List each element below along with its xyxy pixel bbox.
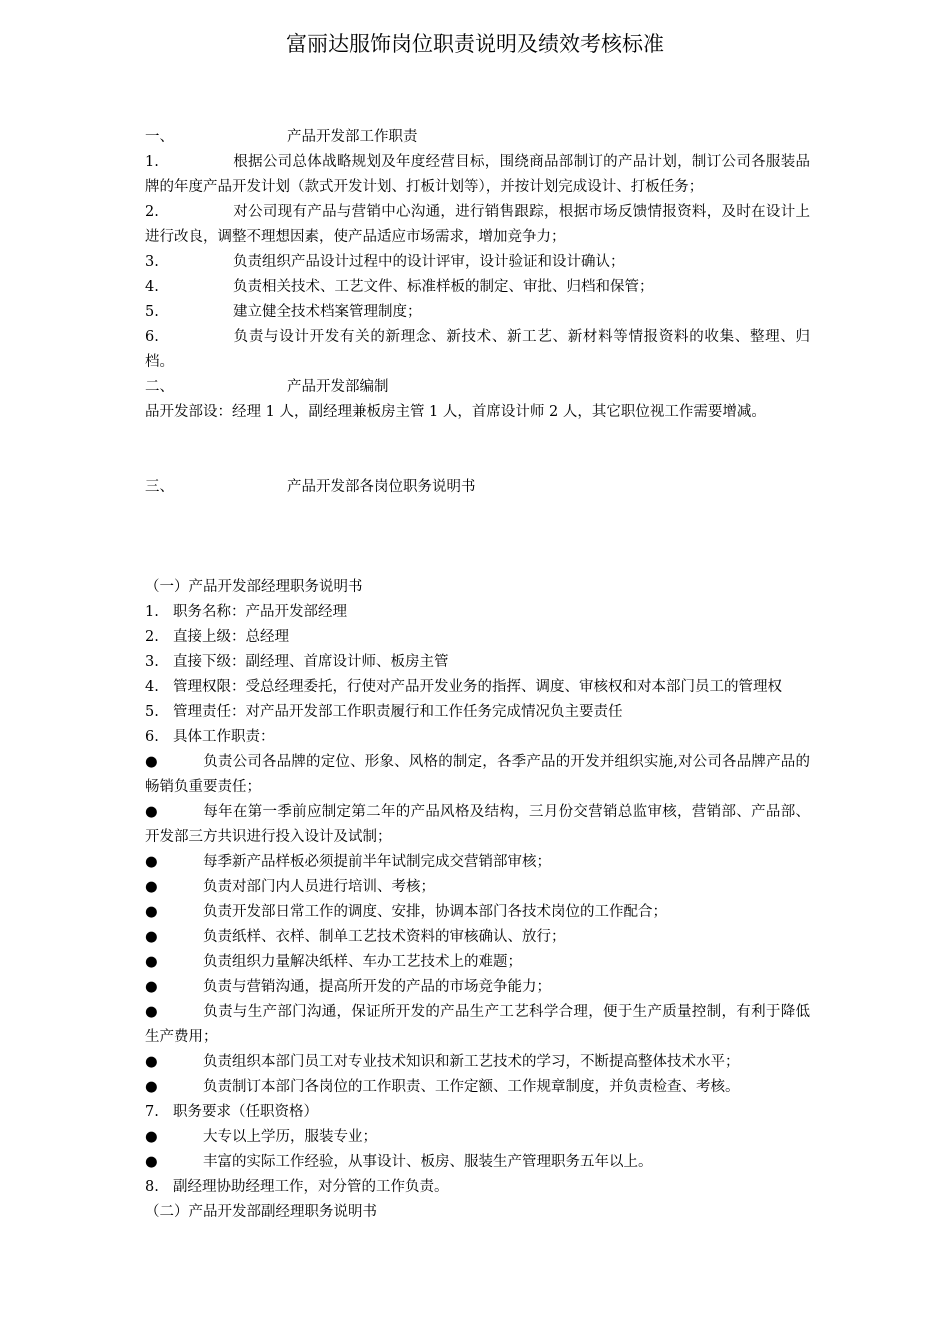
spec-item-2 — [145, 625, 810, 650]
duty-bullet — [145, 850, 810, 875]
spec-item-1 — [145, 600, 810, 625]
section-number: 二、 — [145, 379, 174, 395]
item-text: 根据公司总体战略规划及年度经营目标，围绕商品部制订的产品计划，制订公司各服装品牌的年度产品开发计划（款式开发计划、打板计划等），并按计划完成设计、打板任务； — [145, 154, 810, 195]
item-number: 1. — [145, 154, 159, 170]
bullet-text: 负责组织本部门员工对专业技术知识和新工艺技术的学习，不断提高整体技术水平； — [203, 1054, 740, 1070]
section-number: 一、 — [145, 129, 174, 145]
item-text: 负责组织产品设计过程中的设计评审，设计验证和设计确认； — [233, 254, 625, 270]
bullet-text: 大专以上学历，服装专业； — [203, 1129, 377, 1145]
duty-item-6 — [145, 325, 810, 375]
item-number: 6. — [145, 729, 159, 745]
item-number: 4. — [145, 679, 159, 695]
document-body — [145, 125, 810, 1225]
spec-item-4 — [145, 675, 810, 700]
bullet-text: 负责与生产部门沟通，保证所开发的产品生产工艺科学合理，便于生产质量控制，有利于降低生产费用； — [145, 1004, 810, 1045]
duty-item-2 — [145, 200, 810, 250]
duty-bullet — [145, 900, 810, 925]
duty-bullet — [145, 1000, 810, 1050]
subsection-title-1: （一）产品开发部经理职务说明书 — [145, 579, 363, 595]
bullet-text: 丰富的实际工作经验，从事设计、板房、服装生产管理职务五年以上。 — [203, 1154, 653, 1170]
item-number: 3. — [145, 654, 159, 670]
section-number: 三、 — [145, 479, 174, 495]
item-text: 对公司现有产品与营销中心沟通，进行销售跟踪，根据市场反馈情报资料，及时在设计上进行改良，调整不理想因素，使产品适应市场需求，增加竞争力； — [145, 204, 810, 245]
subsection-title-2: （二）产品开发部副经理职务说明书 — [145, 1204, 377, 1220]
duty-bullet — [145, 800, 810, 850]
item-text: 直接下级：副经理、首席设计师、板房主管 — [173, 654, 449, 670]
section-heading-2 — [145, 375, 810, 400]
bullet-text: 负责与营销沟通，提高所开发的产品的市场竞争能力； — [203, 979, 551, 995]
item-number: 4. — [145, 279, 159, 295]
section-title: 产品开发部工作职责 — [287, 129, 418, 145]
bullet-text: 负责纸样、衣样、制单工艺技术资料的审核确认、放行； — [203, 929, 566, 945]
item-number: 7. — [145, 1104, 159, 1120]
duty-bullet — [145, 1050, 810, 1075]
item-number: 8. — [145, 1179, 159, 1195]
item-number: 5. — [145, 704, 159, 720]
bullet-icon: ● — [145, 804, 158, 820]
bullet-icon: ● — [145, 1079, 158, 1095]
requirement-bullet — [145, 1150, 810, 1175]
item-number: 1. — [145, 604, 159, 620]
section-title: 产品开发部编制 — [287, 379, 389, 395]
bullet-text: 负责组织力量解决纸样、车办工艺技术上的难题； — [203, 954, 522, 970]
spec-item-3 — [145, 650, 810, 675]
item-text: 负责与设计开发有关的新理念、新技术、新工艺、新材料等情报资料的收集、整理、归档。 — [145, 329, 810, 370]
duty-bullet — [145, 950, 810, 975]
item-number: 2. — [145, 204, 159, 220]
bullet-text: 负责公司各品牌的定位、形象、风格的制定，各季产品的开发并组织实施,对公司各品牌产品的畅销负重要责任； — [145, 754, 810, 795]
bullet-text: 负责开发部日常工作的调度、安排，协调本部门各技术岗位的工作配合； — [203, 904, 667, 920]
item-text: 建立健全技术档案管理制度； — [233, 304, 422, 320]
bullet-icon: ● — [145, 1004, 158, 1020]
bullet-icon: ● — [145, 979, 158, 995]
duty-item-4 — [145, 275, 810, 300]
spec-item-5 — [145, 700, 810, 725]
spec-item-8 — [145, 1175, 810, 1200]
bullet-icon: ● — [145, 929, 158, 945]
item-text: 直接上级：总经理 — [173, 629, 289, 645]
item-text: 管理权限：受总经理委托，行使对产品开发业务的指挥、调度、审核权和对本部门员工的管理权 — [173, 679, 782, 695]
duty-bullet — [145, 875, 810, 900]
bullet-icon: ● — [145, 1154, 158, 1170]
item-number: 6. — [145, 329, 159, 345]
section-title: 产品开发部各岗位职务说明书 — [287, 479, 476, 495]
staffing-text: 品开发部设：经理 1 人，副经理兼板房主管 1 人，首席设计师 2 人，其它职位视工作需要增减。 — [145, 404, 766, 420]
item-number: 3. — [145, 254, 159, 270]
duty-item-1 — [145, 150, 810, 200]
bullet-text: 负责制订本部门各岗位的工作职责、工作定额、工作规章制度，并负责检查、考核。 — [203, 1079, 740, 1095]
duty-item-5 — [145, 300, 810, 325]
item-text: 负责相关技术、工艺文件、标准样板的制定、审批、归档和保管； — [233, 279, 654, 295]
item-number: 5. — [145, 304, 159, 320]
requirement-bullet — [145, 1125, 810, 1150]
duty-bullet — [145, 975, 810, 1000]
bullet-icon: ● — [145, 879, 158, 895]
section-heading-1 — [145, 125, 810, 150]
document-title: 富丽达服饰岗位职责说明及绩效考核标准 — [286, 32, 664, 56]
bullet-text: 每季新产品样板必须提前半年试制完成交营销部审核； — [203, 854, 551, 870]
duty-item-3 — [145, 250, 810, 275]
bullet-icon: ● — [145, 754, 158, 770]
bullet-icon: ● — [145, 904, 158, 920]
bullet-text: 每年在第一季前应制定第二年的产品风格及结构，三月份交营销总监审核，营销部、产品部、开发部三方共识进行投入设计及试制； — [145, 804, 810, 845]
duty-bullet — [145, 1075, 810, 1100]
bullet-icon: ● — [145, 1129, 158, 1145]
bullet-icon: ● — [145, 954, 158, 970]
item-text: 具体工作职责： — [173, 729, 275, 745]
bullet-icon: ● — [145, 1054, 158, 1070]
item-text: 副经理协助经理工作，对分管的工作负责。 — [173, 1179, 449, 1195]
section-heading-3 — [145, 475, 810, 500]
item-text: 职务名称：产品开发部经理 — [173, 604, 347, 620]
item-text: 管理责任：对产品开发部工作职责履行和工作任务完成情况负主要责任 — [173, 704, 623, 720]
spec-item-7 — [145, 1100, 810, 1125]
duty-bullet — [145, 925, 810, 950]
item-number: 2. — [145, 629, 159, 645]
bullet-text: 负责对部门内人员进行培训、考核； — [203, 879, 435, 895]
bullet-icon: ● — [145, 854, 158, 870]
duty-bullet — [145, 750, 810, 800]
item-text: 职务要求（任职资格） — [173, 1104, 318, 1120]
spec-item-6 — [145, 725, 810, 750]
